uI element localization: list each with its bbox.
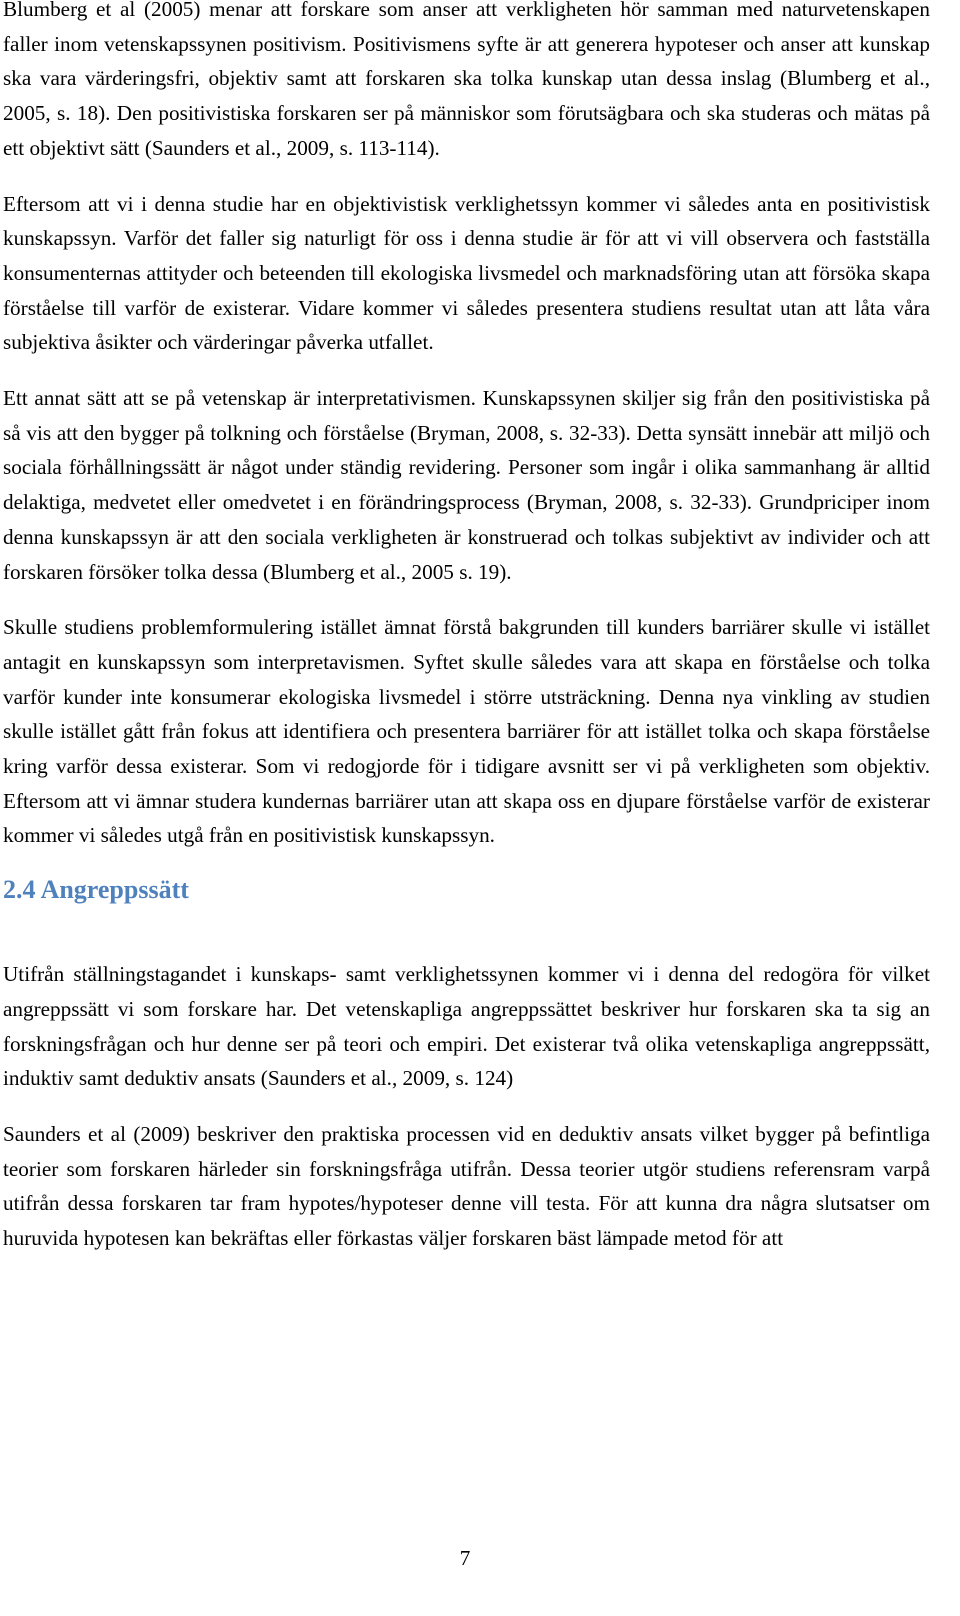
paragraph-positivism: Blumberg et al (2005) menar att forskare som anser att verkligheten hör samman med naturvetenskapen faller inom vetenskapssynen positivism. Positivismens syfte är att generera hypoteser och anser att kunskap ska vara värderingsfri, objektiv samt att forskaren ska tolka kunskap utan dessa inslag (Blumberg et al., 2005, s. 18). Den positivistiska forskaren ser på människor som förutsägbara och ska studeras och mätas på ett objektivt sätt (Saunders et al., 2009, s. 113-114). (3, 0, 930, 160)
section-heading: 2.4 Angreppssätt (3, 875, 189, 905)
paragraph-approach-intro: Utifrån ställningstagandet i kunskaps- samt verklighetssynen kommer vi i denna del redogöra för vilket angreppssätt vi som forskare har. Det vetenskapliga angreppssättet beskriver hur forskaren ska ta sig an forskningsfrågan och hur denne ser på teori och empiri. Det existerar två olika vetenskapliga angreppssätt, induktiv samt deduktiv ansats (Saunders et al., 2009, s. 124) (3, 962, 930, 1091)
paragraph-alternative-approach: Skulle studiens problemformulering istället ämnat förstå bakgrunden till kunders barriärer skulle vi istället antagit en kunskapssyn som interpretavismen. Syftet skulle således vara att skapa en förståelse och tolka varför kunder inte konsumerar ekologiska livsmedel i större utsträckning. Denna nya vinkling av studien skulle istället gått från fokus att identifiera och presentera barriärer för att istället tolka och skapa förståelse kring varför dessa existerar. Som vi redogjorde för i tidigare avsnitt ser vi på verkligheten som objektiv. Eftersom att vi ämnar studera kundernas barriärer utan att skapa oss en djupare förståelse varför de existerar kommer vi således utgå från en positivistisk kunskapssyn. (3, 615, 930, 848)
page-number: 7 (459, 1546, 471, 1570)
paragraph-positivist-stance: Eftersom att vi i denna studie har en objektivistisk verklighetssyn kommer vi således anta en positivistisk kunskapssyn. Varför det faller sig naturligt för oss i denna studie är för att vi vill observera och fastställa konsumenternas attityder och beteenden till ekologiska livsmedel och marknadsföring utan att försöka skapa förståelse till varför de existerar. Vidare kommer vi således presentera studiens resultat utan att låta våra subjektiva åsikter och värderingar påverka utfallet. (3, 191, 930, 355)
paragraph-deductive: Saunders et al (2009) beskriver den praktiska processen vid en deduktiv ansats vilket bygger på befintliga teorier som forskaren härleder sin forskningsfråga utifrån. Dessa teorier utgör studiens referensram varpå utifrån dessa forskaren tar fram hypotes/hypoteser denne vill testa. För att kunna dra några slutsatser om huruvida hypotesen kan bekräftas eller förkastas väljer forskaren bäst lämpade metod för att (3, 1121, 930, 1251)
paragraph-interpretivism: Ett annat sätt att se på vetenskap är interpretativismen. Kunskapssynen skiljer sig från den positivistiska på så vis att den bygger på tolkning och förståelse (Bryman, 2008, s. 32-33). Detta synsätt innebär att miljö och sociala förhållningssätt är något under ständig revidering. Personer som ingår i olika sammanhang är alltid delaktiga, medvetet eller omedvetet i en förändringsprocess (Bryman, 2008, s. 32-33). Grundpriciper inom denna kunskapssyn är att den sociala verkligheten är konstruerad och tolkas subjektivt av individer och att forskaren försöker tolka dessa (Blumberg et al., 2005 s. 19). (3, 386, 930, 584)
document-body (3, 0, 930, 1277)
